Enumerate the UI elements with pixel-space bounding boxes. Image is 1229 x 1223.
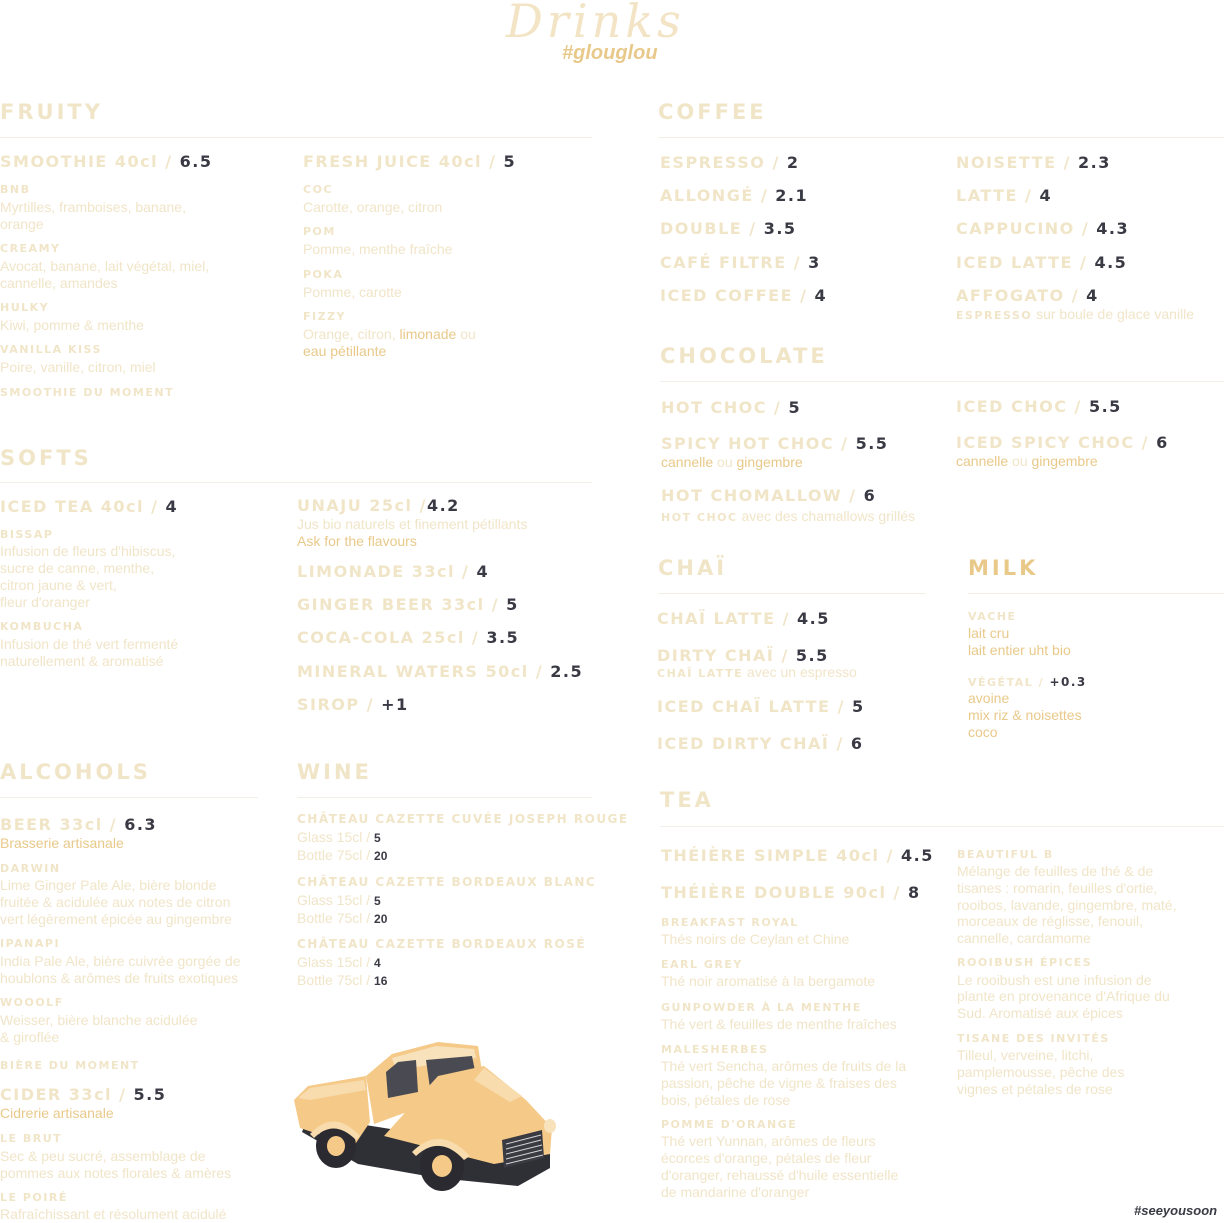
item-description: Kiwi, pomme & menthe bbox=[0, 317, 144, 333]
sub-item-name: DARWIN bbox=[0, 862, 61, 875]
item-description: mix riz & noisettes bbox=[968, 707, 1082, 723]
menu-item-iced-tea: ICED TEA 40cl / 4 bbox=[0, 497, 179, 516]
sub-item-name: SMOOTHIE DU MOMENT bbox=[0, 386, 175, 399]
wine-name: CHÂTEAU CAZETTE BORDEAUX BLANC bbox=[297, 875, 597, 889]
item-description: lait cru bbox=[968, 625, 1010, 641]
item-description: Brasserie artisanale bbox=[0, 835, 124, 851]
item-description: Jus bio naturels et finement pétillants bbox=[297, 516, 528, 532]
item-description: Thés noirs de Ceylan et Chine bbox=[661, 931, 850, 947]
footer-hashtag: #seeyousoon bbox=[1134, 1203, 1218, 1218]
wine-name: CHÂTEAU CAZETTE BORDEAUX ROSÉ bbox=[297, 937, 587, 951]
menu-item-double: DOUBLE / 3.5 bbox=[660, 219, 797, 238]
menu-item-iced-choc: ICED CHOC / 5.5 bbox=[956, 397, 1122, 416]
sub-item-name: TISANE DES INVITÉS bbox=[957, 1032, 1110, 1045]
menu-item-spicy-hot-choc: SPICY HOT CHOC / 5.5 bbox=[661, 434, 889, 453]
divider bbox=[0, 482, 592, 483]
menu-hashtag: #glouglou bbox=[562, 42, 658, 64]
menu-item-unaju: UNAJU 25cl /4.2 bbox=[297, 496, 460, 515]
sub-item-name: VACHE bbox=[968, 610, 1017, 623]
item-description: plante en provenance d'Afrique du bbox=[957, 988, 1170, 1004]
item-description: écorces d'orange, pétales de fleur bbox=[661, 1150, 872, 1166]
item-description: bois, pétales de rose bbox=[661, 1092, 791, 1108]
item-description: cannelle ou gingembre bbox=[956, 453, 1098, 469]
item-description: cannelle, amandes bbox=[0, 275, 118, 291]
item-description: vignes et pétales de rose bbox=[957, 1081, 1113, 1097]
item-description: CHAÏ LATTE avec un espresso bbox=[657, 664, 857, 680]
menu-item-cider: CIDER 33cl / 5.5 bbox=[0, 1085, 167, 1104]
item-description: Weisser, bière blanche acidulée bbox=[0, 1012, 198, 1028]
menu-item-fresh-juice: FRESH JUICE 40cl / 5 bbox=[303, 152, 517, 171]
item-description: & giroflée bbox=[0, 1029, 60, 1045]
sub-item-name: WOOOLF bbox=[0, 996, 64, 1009]
item-description: d'oranger, rehaussé d'huile essentielle bbox=[661, 1167, 899, 1183]
pickup-truck-illustration bbox=[288, 1036, 564, 1196]
item-description: Thé vert Sencha, arômes de fruits de la bbox=[661, 1058, 907, 1074]
item-description: coco bbox=[968, 724, 998, 740]
sub-item-name: ROOIBUSH ÉPICES bbox=[957, 956, 1093, 969]
sub-item-name: BREAKFAST ROYAL bbox=[661, 916, 799, 929]
section-title-coffee: COFFEE bbox=[658, 100, 767, 124]
item-description: de mandarine d'oranger bbox=[661, 1184, 810, 1200]
menu-title: Drinks bbox=[506, 0, 685, 48]
divider bbox=[0, 137, 592, 138]
menu-item-iced-spicy-choc: ICED SPICY CHOC / 6 bbox=[956, 433, 1169, 452]
divider bbox=[0, 797, 258, 798]
sub-item-name: CREAMY bbox=[0, 242, 61, 255]
wine-glass-price: Glass 15cl / 4 bbox=[297, 954, 381, 970]
item-description: avoine bbox=[968, 690, 1010, 706]
menu-item-theiere-simple: THÉIÈRE SIMPLE 40cl / 4.5 bbox=[661, 846, 934, 865]
menu-item-hot-chomallow: HOT CHOMALLOW / 6 bbox=[661, 486, 877, 505]
sub-item-name: BISSAP bbox=[0, 528, 54, 541]
sub-item-name: MALESHERBES bbox=[661, 1043, 769, 1056]
item-description: Orange, citron, limonade ou bbox=[303, 326, 476, 342]
menu-item-hot-choc: HOT CHOC / 5 bbox=[661, 398, 802, 417]
item-description: Mélange de feuilles de thé & de bbox=[957, 863, 1154, 879]
menu-item-theiere-double: THÉIÈRE DOUBLE 90cl / 8 bbox=[661, 883, 921, 902]
item-description: citron jaune & vert, bbox=[0, 577, 117, 593]
item-description: Sud. Aromatisé aux épices bbox=[957, 1005, 1123, 1021]
sub-item-name: VÉGÉTAL / +0.3 bbox=[968, 675, 1087, 689]
divider bbox=[658, 593, 926, 594]
sub-item-name: HULKY bbox=[0, 301, 50, 314]
item-description: naturellement & aromatisé bbox=[0, 653, 164, 669]
item-description: fleur d'oranger bbox=[0, 594, 90, 610]
item-description: morceaux de réglisse, fenouil, bbox=[957, 913, 1143, 929]
item-description: vert légèrement épicée au gingembre bbox=[0, 911, 232, 927]
section-title-milk: MILK bbox=[968, 556, 1039, 580]
wine-bottle-price: Bottle 75cl / 20 bbox=[297, 910, 388, 926]
menu-item-iced-dirty-chai: ICED DIRTY CHAÏ / 6 bbox=[657, 734, 864, 753]
item-description: Infusion de fleurs d'hibiscus, bbox=[0, 543, 176, 559]
sub-item-name: LE BRUT bbox=[0, 1132, 63, 1145]
sub-item-name: EARL GREY bbox=[661, 958, 743, 971]
menu-item-ginger-beer: GINGER BEER 33cl / 5 bbox=[297, 595, 519, 614]
sub-item-name: FIZZY bbox=[303, 310, 347, 323]
section-title-alcohols: ALCOHOLS bbox=[0, 760, 151, 784]
item-description: India Pale Ale, bière cuivrée gorgée de bbox=[0, 953, 241, 969]
menu-item-dirty-chai: DIRTY CHAÏ / 5.5 bbox=[657, 646, 829, 665]
section-title-tea: TEA bbox=[660, 788, 714, 812]
section-title-chai: CHAÏ bbox=[658, 556, 728, 580]
sub-item-name: IPANAPI bbox=[0, 937, 61, 950]
section-title-softs: SOFTS bbox=[0, 446, 92, 470]
item-description: pamplemousse, pêche des bbox=[957, 1064, 1125, 1080]
item-description: Pomme, carotte bbox=[303, 284, 402, 300]
item-description: Sec & peu sucré, assemblage de bbox=[0, 1148, 206, 1164]
menu-item-iced-chai-latte: ICED CHAÏ LATTE / 5 bbox=[657, 697, 865, 716]
item-description: Carotte, orange, citron bbox=[303, 199, 443, 215]
item-description: Le rooibush est une infusion de bbox=[957, 972, 1152, 988]
item-description: fruitée & acidulée aux notes de citron bbox=[0, 894, 231, 910]
menu-item-affogato: AFFOGATO / 4 bbox=[956, 286, 1099, 305]
wine-bottle-price: Bottle 75cl / 16 bbox=[297, 972, 388, 988]
wine-name: CHÂTEAU CAZETTE CUVÉE JOSEPH ROUGE bbox=[297, 812, 629, 826]
sub-item-name: POKA bbox=[303, 268, 344, 281]
item-description: sucre de canne, menthe, bbox=[0, 560, 155, 576]
item-description: Pomme, menthe fraîche bbox=[303, 241, 453, 257]
item-description: pommes aux notes florales & amères bbox=[0, 1165, 232, 1181]
item-description: Infusion de thé vert fermenté bbox=[0, 636, 179, 652]
item-description: HOT CHOC avec des chamallows grillés bbox=[661, 508, 915, 524]
item-description: Thé noir aromatisé à la bergamote bbox=[661, 973, 875, 989]
divider bbox=[968, 593, 1224, 594]
item-description: Cidrerie artisanale bbox=[0, 1105, 114, 1121]
menu-item-limonade: LIMONADE 33cl / 4 bbox=[297, 562, 490, 581]
sub-item-name: VANILLA KISS bbox=[0, 343, 102, 356]
menu-item-allonge: ALLONGÉ / 2.1 bbox=[660, 186, 809, 205]
item-description: orange bbox=[0, 216, 44, 232]
item-description: lait entier uht bio bbox=[968, 642, 1071, 658]
menu-item-iced-latte: ICED LATTE / 4.5 bbox=[956, 253, 1128, 272]
sub-item-name: POM bbox=[303, 225, 336, 238]
sub-item-name: COC bbox=[303, 183, 333, 196]
menu-item-latte: LATTE / 4 bbox=[956, 186, 1053, 205]
item-description: cannelle, cardamome bbox=[957, 930, 1091, 946]
menu-item-iced-coffee: ICED COFFEE / 4 bbox=[660, 286, 828, 305]
divider bbox=[297, 797, 592, 798]
item-description: Ask for the flavours bbox=[297, 533, 417, 549]
item-description: Avocat, banane, lait végétal, miel, bbox=[0, 258, 210, 274]
section-title-chocolate: CHOCOLATE bbox=[660, 344, 828, 368]
divider bbox=[658, 137, 1224, 138]
item-description: cannelle ou gingembre bbox=[661, 454, 803, 470]
item-description: Rafraîchissant et résolument acidulé bbox=[0, 1206, 227, 1222]
menu-item-cafe-filtre: CAFÉ FILTRE / 3 bbox=[660, 253, 821, 272]
menu-item-noisette: NOISETTE / 2.3 bbox=[956, 153, 1111, 172]
divider bbox=[660, 826, 1224, 827]
menu-item-beer: BEER 33cl / 6.3 bbox=[0, 815, 158, 834]
menu-item-chai-latte: CHAÏ LATTE / 4.5 bbox=[657, 609, 830, 628]
item-description: Myrtilles, framboises, banane, bbox=[0, 199, 186, 215]
menu-item-sirop: SIROP / +1 bbox=[297, 695, 409, 714]
item-description: Poire, vanille, citron, miel bbox=[0, 359, 156, 375]
sub-item-name: KOMBUCHA bbox=[0, 620, 84, 633]
item-description: tisanes : romarin, feuilles d'ortie, bbox=[957, 880, 1158, 896]
wine-glass-price: Glass 15cl / 5 bbox=[297, 892, 381, 908]
divider bbox=[660, 381, 1224, 382]
sub-item-name: BEAUTIFUL B bbox=[957, 848, 1054, 861]
sub-item-name: POMME D'ORANGE bbox=[661, 1118, 798, 1131]
menu-item-cappucino: CAPPUCINO / 4.3 bbox=[956, 219, 1130, 238]
sub-item-name: GUNPOWDER À LA MENTHE bbox=[661, 1001, 862, 1014]
sub-item-name: BIÈRE DU MOMENT bbox=[0, 1059, 140, 1072]
item-description: Thé vert Yunnan, arômes de fleurs bbox=[661, 1133, 876, 1149]
section-title-wine: WINE bbox=[297, 760, 372, 784]
item-description: Tilleul, verveine, litchi, bbox=[957, 1047, 1094, 1063]
menu-item-smoothie: SMOOTHIE 40cl / 6.5 bbox=[0, 152, 213, 171]
wine-bottle-price: Bottle 75cl / 20 bbox=[297, 847, 388, 863]
menu-item-mineral-waters: MINERAL WATERS 50cl / 2.5 bbox=[297, 662, 584, 681]
item-description: Lime Ginger Pale Ale, bière blonde bbox=[0, 877, 217, 893]
item-description: Thé vert & feuilles de menthe fraîches bbox=[661, 1016, 897, 1032]
menu-item-espresso: ESPRESSO / 2 bbox=[660, 153, 800, 172]
item-description: eau pétillante bbox=[303, 343, 387, 359]
sub-item-name: LE POIRÉ bbox=[0, 1191, 68, 1204]
item-description: houblons & arômes de fruits exotiques bbox=[0, 970, 239, 986]
wine-glass-price: Glass 15cl / 5 bbox=[297, 829, 381, 845]
item-description: rooibos, lavande, gingembre, maté, bbox=[957, 897, 1177, 913]
section-title-fruity: FRUITY bbox=[0, 100, 103, 124]
item-description: passion, pêche de vigne & fraises des bbox=[661, 1075, 897, 1091]
sub-item-name: BNB bbox=[0, 183, 31, 196]
menu-item-coca-cola: COCA-COLA 25cl / 3.5 bbox=[297, 628, 520, 647]
item-description: ESPRESSO sur boule de glace vanille bbox=[956, 306, 1195, 322]
